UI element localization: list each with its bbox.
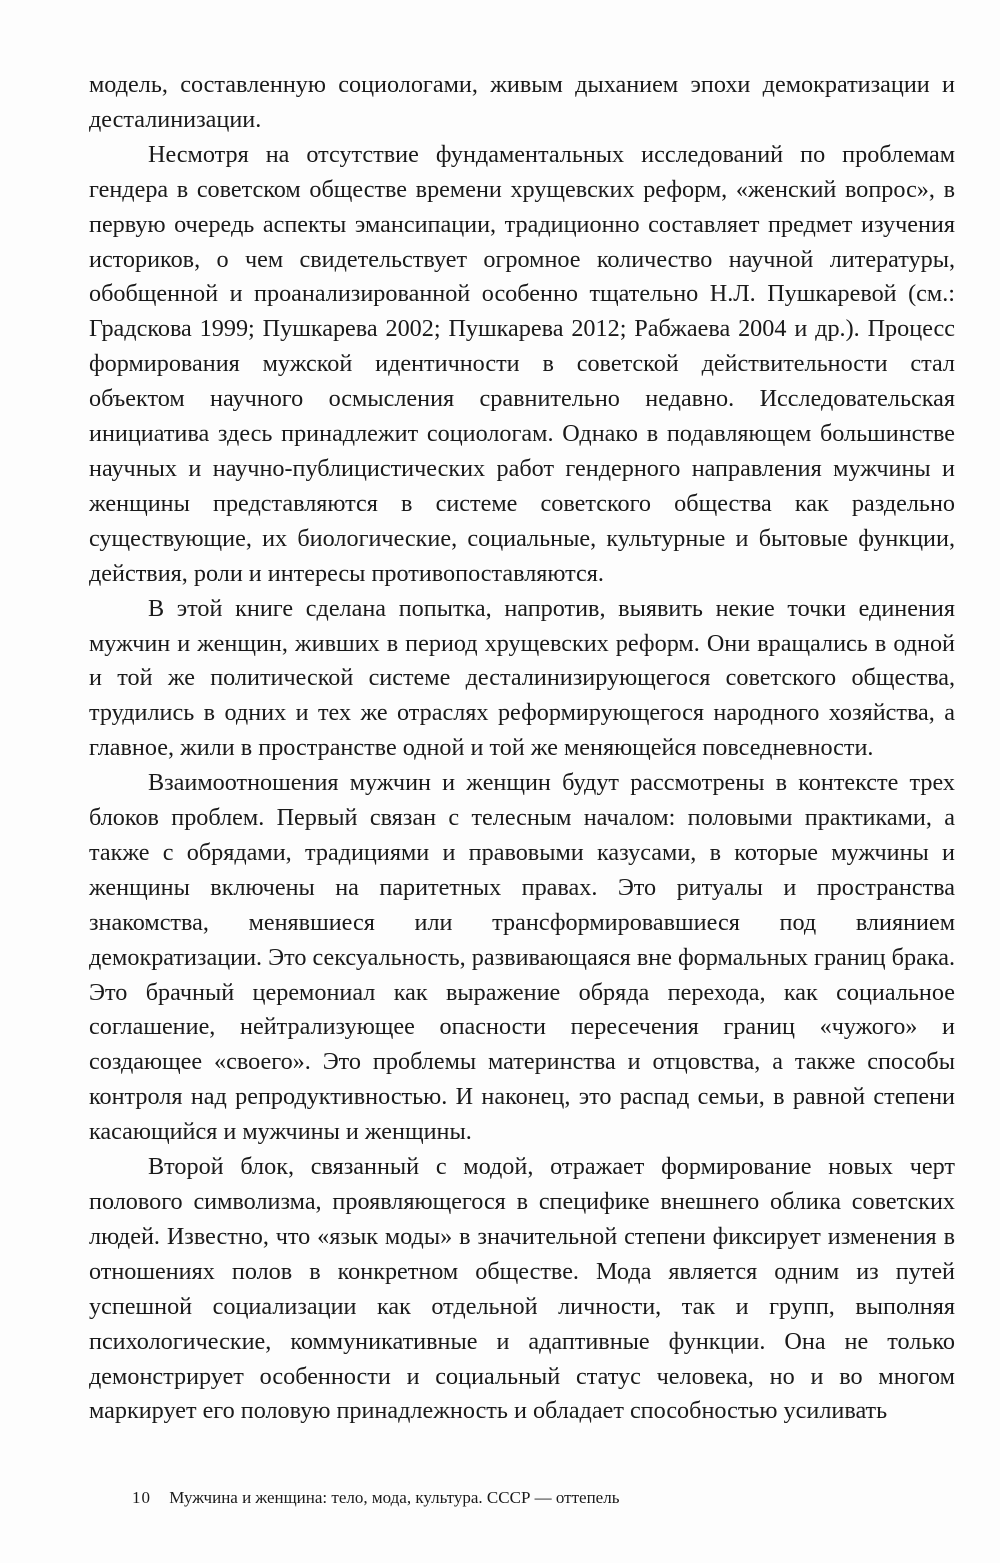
paragraph-2: Несмотря на отсутствие фундаментальных исследований по проблемам гендера в советском обществе времени хрущевских реформ, «женский вопрос», в первую очередь аспекты эмансипации, традиционно составляет предмет изучения историков, о чем свидетельствует огромное количество научной литературы, обобщенной и проанализированной особенно тщательно Н.Л. Пушкаревой (см.: Градскова 1999; Пушкарева 2002; Пушкарева 2012; Рабжаева 2004 и др.). Процесс формирования мужской идентичности в советской действительности стал объектом научного осмысления сравнительно недавно. Исследовательская инициатива здесь принадлежит социологам. Однако в подавляющем большинстве научных и научно-публицистических работ гендерного направления мужчины и женщины представляются в системе советского общества как раздельно существующие, их биологические, социальные, культурные и бытовые функции, действия, роли и интересы противопоставляются. <box>89 140 955 587</box>
page-number: 10 <box>132 1488 151 1507</box>
running-title: Мужчина и женщина: тело, мода, культура. СССР — оттепель <box>169 1488 620 1507</box>
paragraph-4: Взаимоотношения мужчин и женщин будут рассмотрены в контексте трех блоков проблем. Первый связан с телесным началом: половыми практиками, а также с обрядами, традициями и правовыми казусами, в которые мужчины и женщины включены на паритетных правах. Это ритуалы и пространства знакомства, менявшиеся или трансформировавшиеся под влиянием демократизации. Это сексуальность, развивающаяся вне формальных границ брака. Это брачный церемониал как выражение обряда перехода, как социальное соглашение, нейтрализующее опасности пересечения границ «чужого» и создающее «своего». Это проблемы материнства и отцовства, а также способы контроля над репродуктивностью. И наконец, это распад семьи, в равной степени касающийся и мужчины и женщины. <box>89 769 955 1146</box>
paragraph-5: Второй блок, связанный с модой, отражает формирование новых черт полового символизма, проявляющегося в специфике внешнего облика советских людей. Известно, что «язык моды» в значительной степени фиксирует изменения в отношениях полов в конкретном обществе. Мода является одним из путей успешной социализации как отдельной личности, так и групп, выполняя психологические, коммуникативные и адаптивные функции. Она не только демонстрирует особенности и социальный статус человека, но и во многом маркирует его половую принадлежность и обладает способностью усиливать <box>89 1153 955 1425</box>
body-text <box>89 68 955 1429</box>
paragraph-3: В этой книге сделана попытка, напротив, выявить некие точки единения мужчин и женщин, живших в период хрущевских реформ. Они вращались в одной и той же политической системе десталинизирующегося советского общества, трудились в одних и тех же отраслях реформирующегося народного хозяйства, а главное, жили в пространстве одной и той же меняющейся повседневности. <box>89 594 955 762</box>
paragraph-1: модель, составленную социологами, живым дыханием эпохи демократизации и десталинизации. <box>89 71 955 133</box>
page-footer <box>132 1488 619 1508</box>
